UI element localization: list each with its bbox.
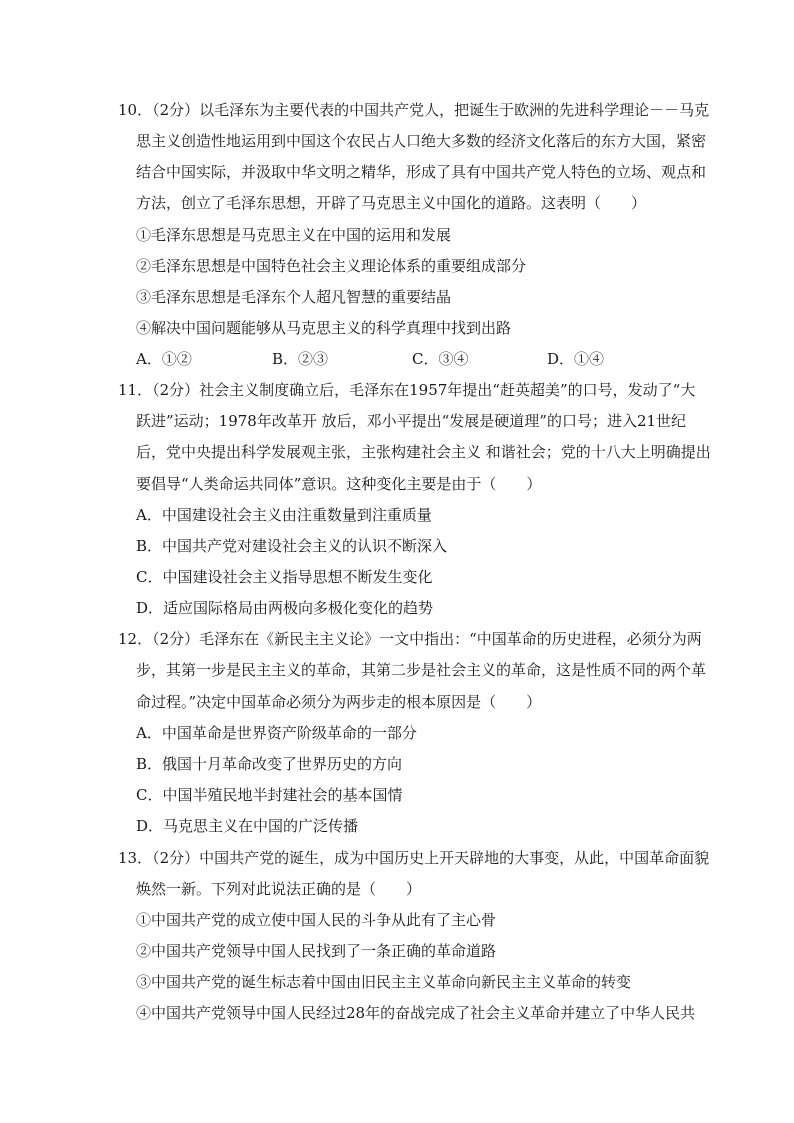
question-10-statement: ③毛泽东思想是毛泽东个人超凡智慧的重要结晶: [136, 288, 452, 306]
question-10-statement: ②毛泽东思想是中国特色社会主义理论体系的重要组成部分: [136, 257, 527, 275]
option-c[interactable]: C．③④: [412, 350, 469, 368]
question-13-statement: ①中国共产党的成立使中国人民的斗争从此有了主心骨: [136, 911, 497, 929]
question-11-stem-line: 跃进”运动；1978年改革开 放后，邓小平提出“发展是硬道理”的口号；进入21世纪: [136, 412, 687, 430]
question-12-stem-line: 命过程。”决定中国革命必须分为两步走的根本原因是（ ）: [136, 693, 542, 711]
option-c[interactable]: C．中国建设社会主义指导思想不断发生变化: [136, 568, 433, 586]
option-c[interactable]: C．中国半殖民地半封建社会的基本国情: [136, 786, 403, 804]
option-a[interactable]: A．①②: [136, 350, 192, 368]
question-12-stem-line: 步，其第一步是民主主义的革命，其第二步是社会主义的革命，这是性质不同的两个革: [136, 661, 707, 679]
question-13-stem-line: 13．（2分）中国共产党的诞生，成为中国历史上开天辟地的大事变，从此，中国革命面貌: [118, 849, 710, 867]
question-10-statement: ①毛泽东思想是马克思主义在中国的运用和发展: [136, 226, 452, 244]
question-10-stem-line: 10．（2分）以毛泽东为主要代表的中国共产党人，把诞生于欧洲的先进科学理论－－马克: [118, 101, 710, 119]
option-d[interactable]: D．马克思主义在中国的广泛传播: [136, 817, 359, 835]
option-a[interactable]: A．中国革命是世界资产阶级革命的一部分: [136, 724, 417, 742]
question-11-stem-line: 11．（2分）社会主义制度确立后，毛泽东在1957年提出“赶英超美”的口号，发动了“大: [118, 381, 696, 399]
question-12-stem-line: 12．（2分）毛泽东在《新民主主义论》一文中指出：“中国革命的历史进程，必须分为两: [118, 630, 702, 648]
question-10-options: [136, 349, 676, 369]
question-10-stem-line: 思主义创造性地运用到中国这个农民占人口绝大多数的经济文化落后的东方大国，紧密: [136, 132, 707, 150]
question-10-statement: ④解决中国问题能够从马克思主义的科学真理中找到出路: [136, 319, 512, 337]
question-13-statement: ③中国共产党的诞生标志着中国由旧民主主义革命向新民主主义革命的转变: [136, 973, 632, 991]
option-d[interactable]: D．①④: [547, 350, 605, 368]
option-d[interactable]: D．适应国际格局由两极向多极化变化的趋势: [136, 599, 434, 617]
option-a[interactable]: A．中国建设社会主义由注重数量到注重质量: [136, 506, 432, 524]
question-13-statement: ④中国共产党领导中国人民经过28年的奋战完成了社会主义革命并建立了中华人民共: [136, 1004, 696, 1022]
option-b[interactable]: B．中国共产党对建设社会主义的认识不断深入: [136, 537, 448, 555]
question-13-stem-line: 焕然一新。下列对此说法正确的是（ ）: [136, 880, 422, 898]
option-b[interactable]: B．②③: [272, 350, 329, 368]
question-10-stem-line: 方法，创立了毛泽东思想，开辟了马克思主义中国化的道路。这表明（ ）: [136, 194, 647, 212]
question-10-stem-line: 结合中国实际，并汲取中华文明之精华，形成了具有中国共产党人特色的立场、观点和: [136, 163, 707, 181]
question-11-stem-line: 后，党中央提出科学发展观主张，主张构建社会主义 和谐社会；党的十八大上明确提出: [136, 443, 711, 461]
question-13-statement: ②中国共产党领导中国人民找到了一条正确的革命道路: [136, 942, 497, 960]
option-b[interactable]: B．俄国十月革命改变了世界历史的方向: [136, 755, 403, 773]
question-11-stem-line: 要倡导“人类命运共同体”意识。这种变化主要是由于（ ）: [136, 475, 542, 493]
